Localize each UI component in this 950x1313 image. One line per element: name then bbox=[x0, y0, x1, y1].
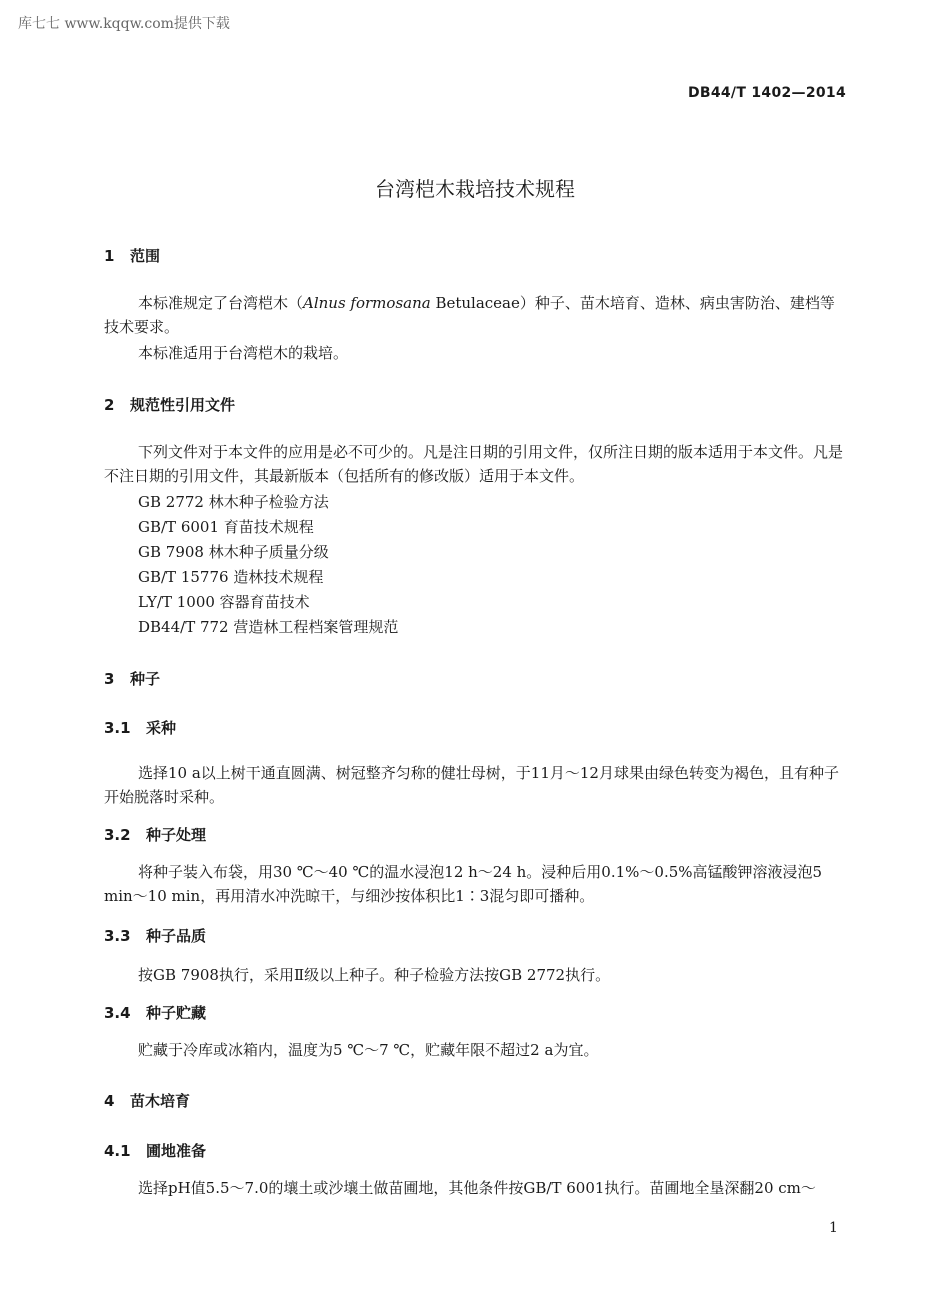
section-title: 苗木培育 bbox=[130, 1092, 191, 1110]
section-number: 3.2 bbox=[104, 826, 131, 844]
section-3-heading bbox=[104, 668, 160, 689]
section-3-3-text: 按GB 7908执行，采用Ⅱ级以上种子。种子检验方法按GB 2772执行。 bbox=[138, 966, 611, 984]
section-number: 1 bbox=[104, 247, 115, 265]
reference-item: GB/T 15776 造林技术规程 bbox=[138, 568, 324, 586]
section-2-heading bbox=[104, 394, 235, 415]
section-4-1-heading bbox=[104, 1140, 206, 1161]
section-3-4-text: 贮藏于冷库或冰箱内，温度为5 ℃～7 ℃，贮藏年限不超过2 a为宜。 bbox=[138, 1041, 599, 1059]
section-title: 种子处理 bbox=[146, 826, 207, 844]
section-number: 2 bbox=[104, 396, 115, 414]
section-4-heading bbox=[104, 1090, 190, 1111]
section-title: 范围 bbox=[130, 247, 161, 265]
section-title: 采种 bbox=[146, 719, 177, 737]
reference-item: LY/T 1000 容器育苗技术 bbox=[138, 593, 310, 611]
section-3-4-heading bbox=[104, 1002, 206, 1023]
section-number: 4 bbox=[104, 1092, 115, 1110]
section-number: 3 bbox=[104, 670, 115, 688]
section-title: 种子贮藏 bbox=[146, 1004, 207, 1022]
section-3-3-heading bbox=[104, 925, 206, 946]
reference-item: GB 7908 林木种子质量分级 bbox=[138, 543, 329, 561]
section-number: 4.1 bbox=[104, 1142, 131, 1160]
reference-item: DB44/T 772 营造林工程档案管理规范 bbox=[138, 618, 399, 636]
section-2-intro: 下列文件对于本文件的应用是必不可少的。凡是注日期的引用文件，仅所注日期的版本适用于本文件。凡是不注日期的引用文件，其最新版本（包括所有的修改版）适用于本文件。 bbox=[104, 443, 844, 485]
document-number: DB44/T 1402—2014 bbox=[687, 85, 846, 101]
section-1-paragraph-2: 本标准适用于台湾桤木的栽培。 bbox=[138, 344, 349, 362]
watermark: 库七七 www.kqqw.com提供下载 bbox=[18, 16, 230, 32]
section-number: 3.3 bbox=[104, 927, 131, 945]
section-number: 3.1 bbox=[104, 719, 131, 737]
section-title: 种子 bbox=[130, 670, 161, 688]
section-title: 圃地准备 bbox=[146, 1142, 207, 1160]
section-number: 3.4 bbox=[104, 1004, 131, 1022]
page-number: 1 bbox=[829, 1220, 838, 1236]
section-4-1-text: 选择pH值5.5～7.0的壤土或沙壤土做苗圃地，其他条件按GB/T 6001执行。苗圃地全垦深翻20 cm～ bbox=[138, 1179, 816, 1197]
page-title: 台湾桤木栽培技术规程 bbox=[375, 177, 575, 201]
section-3-1-text: 选择10 a以上树干通直圆满、树冠整齐匀称的健壮母树，于11月～12月球果由绿色转变为褐色，且有种子开始脱落时采种。 bbox=[104, 764, 839, 806]
section-1-heading bbox=[104, 245, 160, 266]
section-3-1-heading bbox=[104, 717, 176, 738]
section-title: 规范性引用文件 bbox=[130, 396, 236, 414]
section-3-2-text: 将种子装入布袋，用30 ℃～40 ℃的温水浸泡12 h～24 h。浸种后用0.1%～0.5%高锰酸钾溶液浸泡5 min～10 min，再用清水冲洗晾干，与细沙按体积比1∶3混匀即可播种。 bbox=[104, 863, 823, 905]
section-3-2-heading bbox=[104, 824, 206, 845]
section-1-paragraph-1: 本标准规定了台湾桤木（Alnus formosana Betulaceae）种子、苗木培育、造林、病虫害防治、建档等技术要求。 bbox=[104, 294, 835, 336]
section-title: 种子品质 bbox=[146, 927, 207, 945]
reference-item: GB 2772 林木种子检验方法 bbox=[138, 493, 329, 511]
reference-item: GB/T 6001 育苗技术规程 bbox=[138, 518, 314, 536]
